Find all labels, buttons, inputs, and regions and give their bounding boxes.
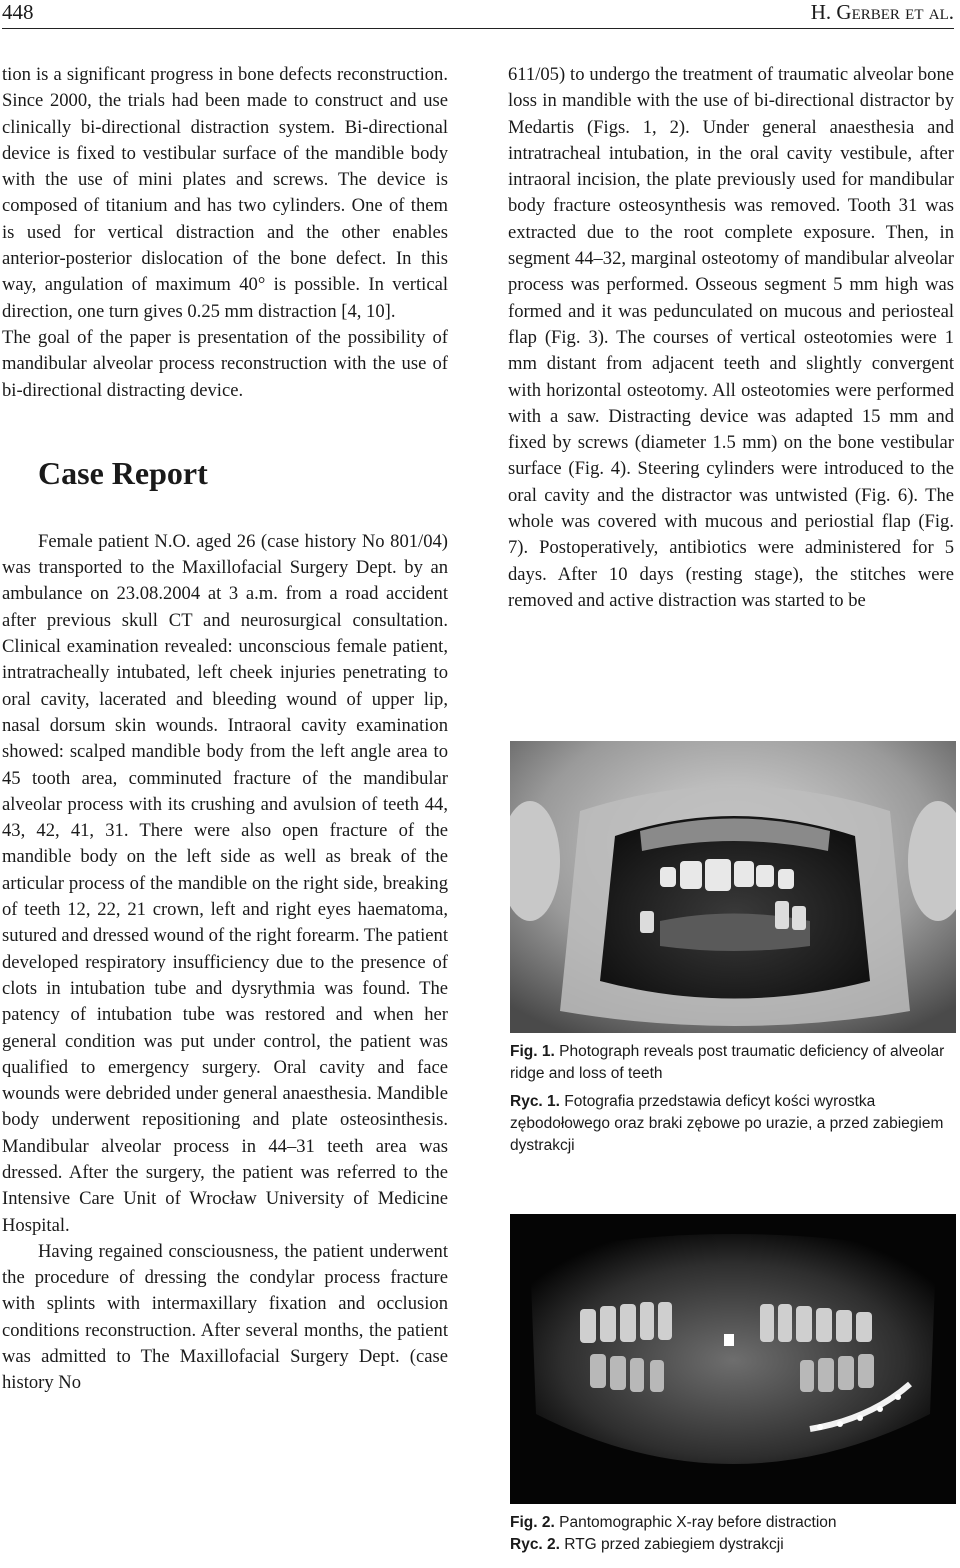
- caption-pl-2: [510, 1534, 956, 1556]
- mouth-photo-illustration: [510, 741, 956, 1033]
- running-author: H. Gerber et al.: [810, 0, 954, 24]
- regained-paragraph: Having regained consciousness, the patient underwent the procedure of dressing the condylar process fracture with splints with intermaxillary fixation and occlusion conditions reconstruction. After several months, the patient was admitted to The Maxillofacial Surgery Dept. (case history No: [2, 1240, 448, 1394]
- running-header: [2, 2, 954, 29]
- left-column: [2, 62, 448, 1397]
- caption-en-2: [510, 1512, 956, 1534]
- caption-text-pl-2: RTG przed zabiegiem dystrakcji: [564, 1536, 784, 1553]
- caption-text-pl: Fotografia przedstawia deficyt kości wyrostka zębodołowego oraz braki zębowe po urazie, a przed zabiegiem dystrakcji: [510, 1093, 944, 1154]
- case-paragraph: Female patient N.O. aged 26 (case history No 801/04) was transported to the Maxillofacial Surgery Dept. by an ambulance on 23.08.2004 at 3 a.m. from a road accident after previous skull CT and neurosurgical consultation. Clinical examination revealed: unconscious female patient, intratracheally intubated, left cheek injuries penetrating to oral cavity, lacerated and bleeding wound of upper lip, nasal dorsum skin wounds. Intraoral cavity examination showed: scalped mandible body from the left angle area to 45 tooth area, comminuted fracture of the mandibular alveolar process with its crushing and avulsion of teeth 44, 43, 42, 41, 31. There were also open fracture of the mandible body on the left side as well as break of the articular process of the mandible on the right side, breaking of teeth 12, 22, 21 crown, left and right eyes haematoma, sutured and dressed wound of the right forearm. The patient developed respiratory insufficiency due to the presence of clots in intubation tube and dysrythmia was found. The patency of intubation tube was restored and when her general condition was put under control, the patient was qualified to emergency surgery. Oral cavity and face wounds were debrided under general anaesthesia. Mandible body underwent repositioning and plate osteosinthesis. Mandibular alveolar process in 44–31 teeth area was dressed. After the surgery, the patient was referred to the Intensive Care Unit of Wrocław University of Medicine Hospital.: [2, 530, 448, 1236]
- caption-pl: [510, 1091, 956, 1157]
- figure-1-photo: [510, 741, 956, 1033]
- caption-text-2: Pantomographic X-ray before distraction: [559, 1514, 837, 1531]
- figure-label-pl-2: Ryc. 2.: [510, 1536, 560, 1553]
- right-column: [508, 62, 954, 614]
- intro-paragraph: tion is a significant progress in bone defects reconstruction. Since 2000, the trials had been made to construct and use clinically bi-directional distraction system. Bi-directional device is fixed to vestibular surface of the mandible body with the use of mini plates and screws. The device is composed of titanium and has two cylinders. One of them is used for vertical distraction and the other enables anterior-posterior dislocation of the bone defect. In this way, angulation of maximum 40° is possible. In vertical direction, one turn gives 0.25 mm distraction [4, 10].: [2, 64, 448, 322]
- section-heading: Case Report: [38, 454, 208, 491]
- goal-paragraph: The goal of the paper is presentation of the possibility of mandibular alveolar process reconstruction with the use of bi-directional distracting device.: [2, 326, 448, 401]
- figure-2-xray: [510, 1214, 956, 1504]
- figure-label: Fig. 1.: [510, 1043, 555, 1060]
- caption-en: [510, 1041, 956, 1085]
- continuation-paragraph: 611/05) to undergo the treatment of traumatic alveolar bone loss in mandible with the use of bi-directional distractor by Medartis (Figs. 1, 2). Under general anaesthesia and intratracheal intubation, in the oral cavity vestibule, after intraoral incision, the plate previously used for mandibular body fracture osteosynthesis was removed. Tooth 31 was extracted due to the root complete exposure. Then, in segment 44–32, marginal osteotomy of mandibular alveolar process was performed. Osseous segment 5 mm high was formed and it was pedunculated on mucous and periosteal flap (Fig. 3). The courses of vertical osteotomies were 1 mm distant from adjacent teeth and slightly convergent with horizontal osteotomy. All osteotomies were performed with a saw. Distracting device was adapted 15 mm and fixed by screws (diameter 1.5 mm) on the bone vestibular surface (Fig. 4). Steering cylinders were introduced to the oral cavity and the distractor was untwisted (Fig. 6). The whole was covered with mucous and periostial flap (Fig. 7). Postoperatively, antibiotics were administered for 5 days. After 10 days (resting stage), the stitches were removed and active distraction was started to be: [508, 64, 954, 611]
- caption-text: Photograph reveals post traumatic deficiency of alveolar ridge and loss of teeth: [510, 1043, 945, 1082]
- xray-illustration: [510, 1214, 956, 1504]
- figure-label-pl: Ryc. 1.: [510, 1093, 560, 1110]
- page-number: 448: [2, 0, 34, 24]
- figure-label-2: Fig. 2.: [510, 1514, 555, 1531]
- figure-2-caption: [510, 1512, 956, 1556]
- figure-1-caption: [510, 1041, 956, 1163]
